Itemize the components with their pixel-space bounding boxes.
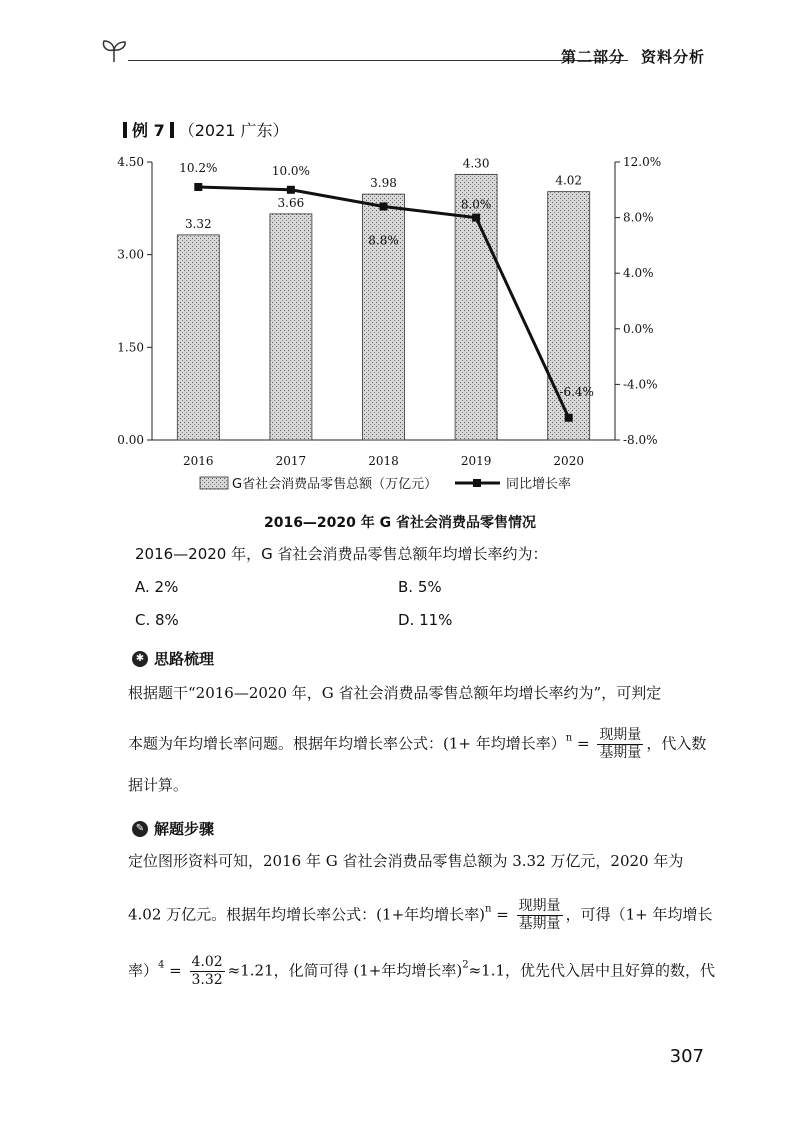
bar: [270, 214, 312, 440]
steps-line-3: [128, 954, 716, 989]
option-a[interactable]: A. 2%: [135, 578, 179, 596]
question-text: 2016—2020 年，G 省社会消费品零售总额年均增长率约为：: [135, 545, 548, 563]
leaf-icon: [100, 38, 130, 64]
pencil-icon: ✎: [132, 821, 148, 837]
line-value-label: 8.0%: [460, 197, 492, 212]
section-title: 第二部分 资料分析: [560, 48, 705, 66]
equals-sign: =: [164, 961, 187, 980]
bar-value-label: 3.32: [184, 216, 212, 231]
fraction-values: [190, 954, 225, 989]
fraction-numerator: 现期量: [599, 727, 642, 743]
example-bar-right: [170, 122, 174, 138]
legend-bar-swatch: [200, 477, 228, 489]
page-number: 307: [669, 1046, 704, 1067]
bar-value-label: 3.66: [277, 195, 305, 210]
line-point: [565, 414, 573, 422]
line-point: [194, 183, 202, 191]
line-value-label: -6.4%: [559, 384, 594, 399]
option-b[interactable]: B. 5%: [398, 578, 442, 596]
x-tick-label: 2020: [553, 454, 584, 468]
fraction-formula: [517, 898, 563, 933]
fraction-denominator: 3.32: [191, 971, 223, 988]
example-heading: [118, 118, 289, 141]
fraction-numerator: 4.02: [191, 954, 223, 970]
y-left-tick-label: 3.00: [117, 247, 144, 262]
legend-line-label: 同比增长率: [506, 477, 572, 492]
fraction-denominator: 基期量: [599, 744, 642, 761]
example-label: 例 7: [132, 121, 165, 140]
example-bar-left: [123, 122, 127, 138]
y-right-tick-label: 8.0%: [623, 210, 654, 225]
section-steps-heading: [132, 818, 214, 839]
analysis-line-2-text: 本题为年均增长率问题。根据年均增长率公式：(1+ 年均增长率）: [128, 734, 566, 753]
line-point: [287, 186, 295, 194]
gear-icon: ✱: [132, 651, 148, 667]
bar: [177, 235, 219, 440]
equals-sign: =: [491, 905, 514, 924]
line-value-label: 10.2%: [179, 161, 218, 176]
y-right-tick-label: 0.0%: [623, 321, 654, 336]
analysis-line-1: 根据题干“2016—2020 年，G 省社会消费品零售总额年均增长率约为”，可判定: [128, 684, 662, 702]
analysis-line-3: 据计算。: [128, 776, 189, 794]
x-tick-label: 2017: [275, 454, 307, 468]
bar-value-label: 4.02: [555, 173, 583, 188]
x-tick-label: 2018: [368, 454, 399, 468]
line-point: [472, 214, 480, 222]
chart-caption: 2016—2020 年 G 省社会消费品零售情况: [263, 515, 537, 531]
section-analysis-heading: [132, 648, 214, 669]
legend-bar-label: G省社会消费品零售总额（万亿元）: [232, 477, 438, 492]
steps-line-3-end: ≈1.1，优先代入居中且好算的数，代: [468, 961, 716, 980]
steps-line-1: 定位图形资料可知，2016 年 G 省社会消费品零售总额为 3.32 万亿元，2020 年为: [128, 852, 684, 870]
exponent-2: 2: [462, 959, 469, 971]
example-source: （2021 广东）: [178, 121, 289, 140]
x-tick-label: 2016: [183, 454, 214, 468]
page-header: [100, 38, 705, 78]
exponent-n: n: [485, 903, 492, 915]
exponent-n: n: [565, 732, 573, 744]
x-tick-label: 2019: [460, 454, 492, 468]
steps-line-3-start: 率）: [128, 961, 159, 980]
fraction-numerator: 现期量: [518, 898, 561, 914]
y-right-tick-label: -8.0%: [623, 433, 658, 447]
chart: [100, 150, 700, 505]
line-value-label: 8.8%: [368, 233, 399, 248]
steps-line-2-text: 4.02 万亿元。根据年均增长率公式：(1+年均增长率): [128, 905, 485, 924]
bar-value-label: 4.30: [462, 156, 490, 171]
bar: [548, 192, 590, 440]
y-right-tick-label: -4.0%: [623, 377, 658, 392]
equals-sign: =: [572, 734, 595, 753]
legend-line-marker: [473, 479, 481, 487]
analysis-line-2-end: ，代入数: [646, 734, 707, 753]
analysis-line-2: [128, 727, 708, 762]
line-value-label: 10.0%: [271, 163, 310, 178]
y-left-tick-label: 1.50: [117, 340, 144, 355]
option-d[interactable]: D. 11%: [398, 611, 453, 629]
steps-line-2-end: ，可得（1+ 年均增长: [565, 905, 713, 924]
steps-line-3-mid: ≈1.21，化简可得 (1+年均增长率): [227, 961, 463, 980]
section-analysis-title: 思路梳理: [154, 650, 215, 668]
exponent-4: 4: [158, 959, 165, 971]
steps-line-2: [128, 898, 713, 933]
header-rule: [128, 60, 628, 61]
y-right-tick-label: 4.0%: [623, 266, 654, 281]
fraction-formula: [597, 727, 643, 762]
bar-value-label: 3.98: [370, 176, 397, 191]
section-steps-title: 解题步骤: [154, 820, 215, 838]
y-right-tick-label: 12.0%: [623, 155, 662, 169]
fraction-denominator: 基期量: [518, 915, 561, 932]
bar: [363, 194, 405, 440]
line-point: [380, 202, 388, 210]
y-left-tick-label: 0.00: [117, 433, 144, 447]
y-left-tick-label: 4.50: [117, 155, 144, 169]
option-c[interactable]: C. 8%: [135, 611, 179, 629]
